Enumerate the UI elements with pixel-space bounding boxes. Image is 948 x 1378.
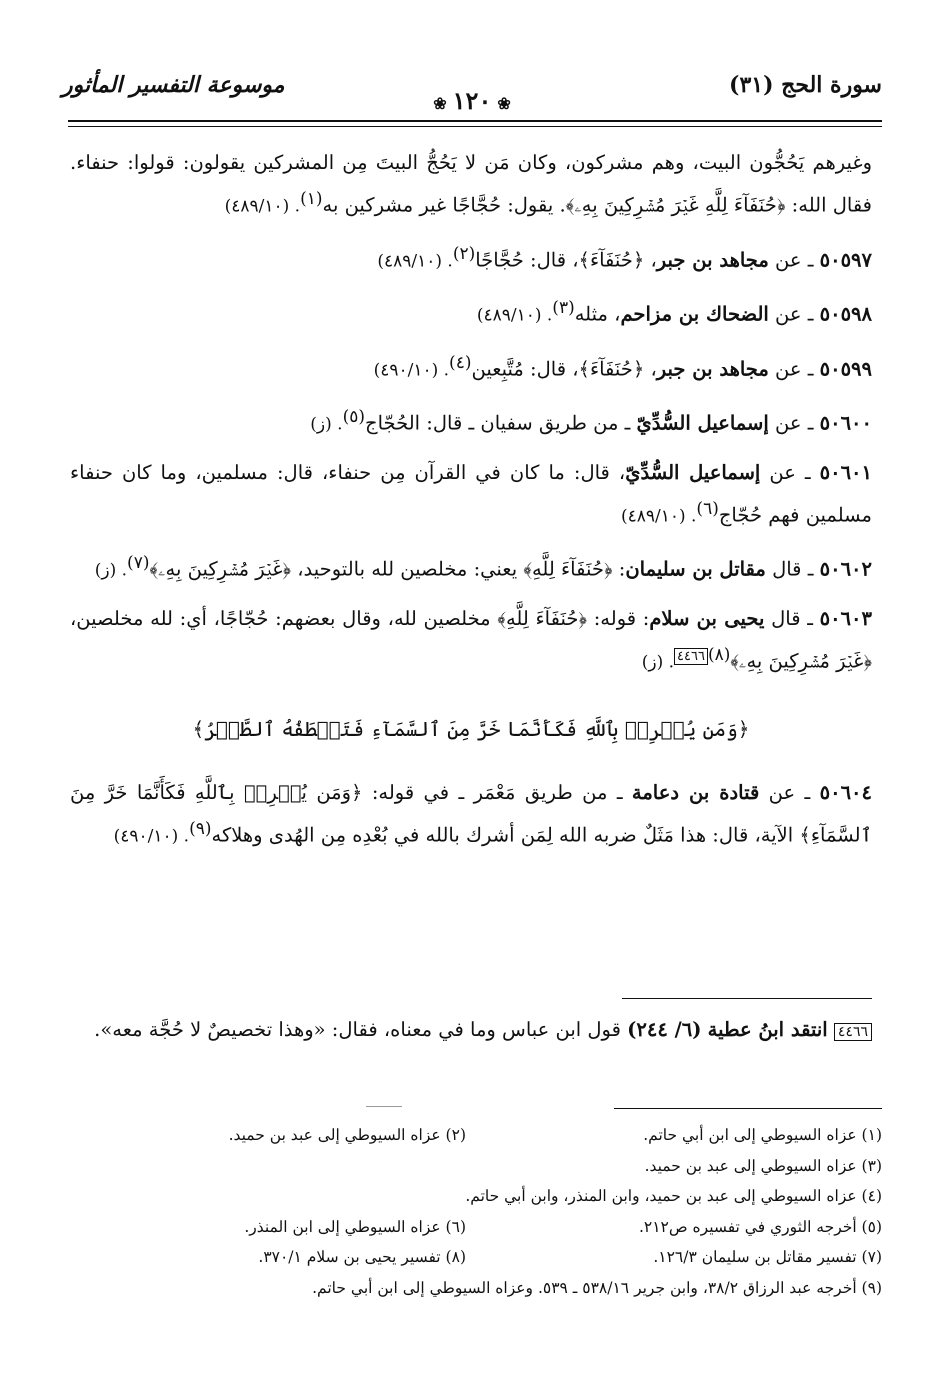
hadith-entry: ٥٠٦٠٣ ـ قال يحيى بن سلام: قوله: ﴿حُنَفَآءَ لِلَّهِ﴾ مخلصين لله، وقال بعضهم: حُجّاجًا، أي: لله مخلصين، ﴿غَيۡرَ مُشۡرِكِينَ بِهِۦ﴾$^{(٨)}$٤٤٦٦. (ز) <box>70 606 872 672</box>
footnote: (٣) عزاه السيوطي إلى عبد بن حميد. <box>644 1156 882 1175</box>
footnote-marker[interactable]: (٢) <box>452 243 476 264</box>
main-text <box>70 144 872 866</box>
quran-quote: ﴿حُنَفَآءَ لِلَّهِ﴾ <box>523 557 613 581</box>
footnote: (٨) تفسير يحيى بن سلام ٣٧٠/١. <box>258 1248 466 1266</box>
entry-number: ٥٠٥٩٧ <box>819 248 872 271</box>
footnote: (٥) أخرجه الثوري في تفسيره ص٢١٢. <box>638 1217 882 1236</box>
entry-number: ٥٠٥٩٩ <box>819 357 872 380</box>
footnote-marker[interactable]: (٥) <box>342 407 366 427</box>
volume-ref: . (ز) <box>94 560 128 581</box>
footnote: (٢) عزاه السيوطي إلى عبد بن حميد. <box>228 1126 466 1144</box>
page-number: ❀١٢٠❀ <box>62 86 882 115</box>
footnote-row <box>70 1273 882 1304</box>
surah-title: سورة الحج (٣١) <box>729 72 882 98</box>
hadith-entry: ٥٠٦٠١ ـ عن إسماعيل السُّدِّيّ، قال: ما كان في القرآن مِن حنفاء، قال: مسلمين، وما كان حنفاء مسلمين فهم حُجّاج$^{(٦)}$. (٤٨٩/١٠) <box>70 460 872 526</box>
critique-ref: (٦/ ٢٤٤) <box>627 1018 702 1041</box>
footnote-row <box>70 1242 882 1273</box>
hadith-entry: ٥٠٦٠٤ ـ عن قتادة بن دعامة ـ من طريق مَعْمَر ـ في قوله: ﴿وَمَن يُشۡرِكۡ بِٱللَّهِ فَكَأَنَّمَا خَرَّ مِنَ ٱلسَّمَآءِ﴾ الآية، قال: هذا مَثَلٌ ضربه الله لِمَن أشرك بالله في بُعْدِه مِن الهُدى وهلاكه$^{(٩)}$. (٤٩٠/١٠) <box>70 781 872 847</box>
header-rule <box>68 120 882 122</box>
quran-quote: ﴿حُنَفَآءَ لِلَّهِ غَيۡرَ مُشۡرِكِينَ بِهِۦ﴾ <box>565 193 786 217</box>
narrator-name: قتادة بن دعامة <box>631 781 760 804</box>
cross-reference-box[interactable]: ٤٤٦٦ <box>674 648 708 665</box>
entry-number: ٥٠٦٠٠ <box>819 411 872 435</box>
hadith-entry: ٥٠٥٩٧ ـ عن مجاهد بن جبر، ﴿حُنَفَآءَ﴾، قال: حُجَّاجًا$^{(٢)}$. (٤٨٩/١٠) <box>377 243 872 271</box>
page-header <box>62 72 882 120</box>
volume-ref: . (٤٨٩/١٠) <box>620 506 697 526</box>
volume-ref: . (٤٩٠/١٠) <box>113 826 190 847</box>
critique-text: قول ابن عباس وما في معناه، فقال: «وهذا تخصيصٌ لا حُجَّة معه». <box>94 1018 628 1041</box>
series-title: موسوعة التفسير المأثور <box>62 72 285 98</box>
hadith-entry: ٥٠٥٩٨ ـ عن الضحاك بن مزاحم، مثله$^{(٣)}$. (٤٨٩/١٠) <box>476 298 872 326</box>
ornament-icon: ❀ <box>497 94 511 113</box>
verse-heading: ﴿وَمَن يُشۡرِكۡ بِٱللَّهِ فَكَأَنَّمَا خَرَّ مِنَ ٱلسَّمَآءِ فَتَخۡطَفُهُ ٱلطَّيۡرُ﴾ <box>192 717 750 741</box>
footnote-row <box>70 1151 882 1182</box>
footnote-marker[interactable]: (٨) <box>707 644 731 665</box>
footnote: (٤) عزاه السيوطي إلى عبد بن حميد، وابن المنذر، وابن أبي حاتم. <box>465 1187 882 1205</box>
footnote-row <box>70 1181 882 1212</box>
header-rule-thin <box>68 126 882 127</box>
critique-note <box>70 1012 872 1050</box>
footnote-rule <box>614 1108 882 1109</box>
note-number-box: ٤٤٦٦ <box>834 1023 872 1041</box>
hadith-entry: ٥٠٦٠٢ ـ قال مقاتل بن سليمان: ﴿حُنَفَآءَ لِلَّهِ﴾ يعني: مخلصين لله بالتوحيد، ﴿غَيۡرَ مُشۡرِكِينَ بِهِۦ﴾$^{(٧)}$. (ز) <box>94 553 872 581</box>
entry-number: ٥٠٦٠٤ <box>819 781 872 804</box>
hadith-entry: ٥٠٥٩٩ ـ عن مجاهد بن جبر، ﴿حُنَفَآءَ﴾، قال: مُتَّبِعين$^{(٤)}$. (٤٩٠/١٠) <box>373 352 872 380</box>
footnote-marker[interactable]: (٧) <box>127 553 150 573</box>
entry-number: ٥٠٦٠١ <box>819 460 872 484</box>
footnote-marker[interactable]: (٣) <box>552 298 575 318</box>
footnote-row <box>70 1120 882 1151</box>
entry-number: ٥٠٥٩٨ <box>819 302 872 326</box>
ornament-icon: ❀ <box>433 94 447 113</box>
footnote: (٩) أخرجه عبد الرزاق ٣٨/٢، وابن جرير ٥٣٨/١٦ ـ ٥٣٩. وعزاه السيوطي إلى ابن أبي حاتم. <box>312 1278 882 1297</box>
footnote-marker[interactable]: (١) <box>300 189 323 209</box>
volume-ref: . (٤٩٠/١٠) <box>373 360 450 380</box>
footnote-row <box>70 1212 882 1243</box>
footnote: (١) عزاه السيوطي إلى ابن أبي حاتم. <box>643 1126 882 1144</box>
footnote-marker[interactable]: (٩) <box>189 819 212 839</box>
entry-number: ٥٠٦٠٢ <box>819 557 872 581</box>
narrator-name: يحيى بن سلام <box>649 606 765 630</box>
footnote-marker[interactable]: (٦) <box>696 498 719 519</box>
footnote: (٦) عزاه السيوطي إلى ابن المنذر. <box>244 1217 466 1236</box>
narrator-name: الضحاك بن مزاحم <box>620 302 769 326</box>
critique-lead: انتقد ابنُ عطية <box>707 1018 828 1041</box>
footnote: (٧) تفسير مقاتل بن سليمان ١٢٦/٣. <box>653 1248 882 1266</box>
footnotes <box>70 1120 882 1303</box>
narrator-name: إسماعيل السُّدِّيّ <box>625 460 761 484</box>
intro-paragraph: وغيرهم يَحُجُّون البيت، وهم مشركون، وكان مَن لا يَحُجُّ البيتَ مِن المشركين يقولون: قولوا: حنفاء. فقال الله: ﴿حُنَفَآءَ لِلَّهِ غَيۡرَ مُشۡرِكِينَ بِهِۦ﴾. يقول: حُجَّاجًا غير مشركين به$^{(١)}$. (٤٨٩/١٠) <box>70 151 872 217</box>
narrator-name: إسماعيل السُّدِّيّ <box>636 411 769 435</box>
note-rule <box>622 998 872 999</box>
volume-ref: . (٤٨٩/١٠) <box>476 305 553 326</box>
volume-ref: . (ز) <box>641 652 675 672</box>
quran-quote: ﴿حُنَفَآءَ لِلَّهِ﴾ <box>497 606 588 630</box>
narrator-name: مجاهد بن جبر <box>656 248 769 271</box>
narrator-name: مجاهد بن جبر <box>656 357 769 380</box>
quran-quote: ﴿حُنَفَآءَ﴾ <box>578 248 645 271</box>
volume-ref: . (٤٨٩/١٠) <box>377 251 453 271</box>
quran-quote: ﴿حُنَفَآءَ﴾ <box>578 357 645 380</box>
volume-ref: . (٤٨٩/١٠) <box>224 196 301 217</box>
hadith-entry: ٥٠٦٠٠ ـ عن إسماعيل السُّدِّيّ ـ من طريق سفيان ـ قال: الحُجّاج$^{(٥)}$. (ز) <box>310 407 872 435</box>
footnote-marker[interactable]: (٤) <box>449 352 472 373</box>
volume-ref: . (ز) <box>310 414 343 435</box>
narrator-name: مقاتل بن سليمان <box>625 557 766 581</box>
divider <box>366 1106 402 1107</box>
entry-number: ٥٠٦٠٣ <box>819 606 872 630</box>
